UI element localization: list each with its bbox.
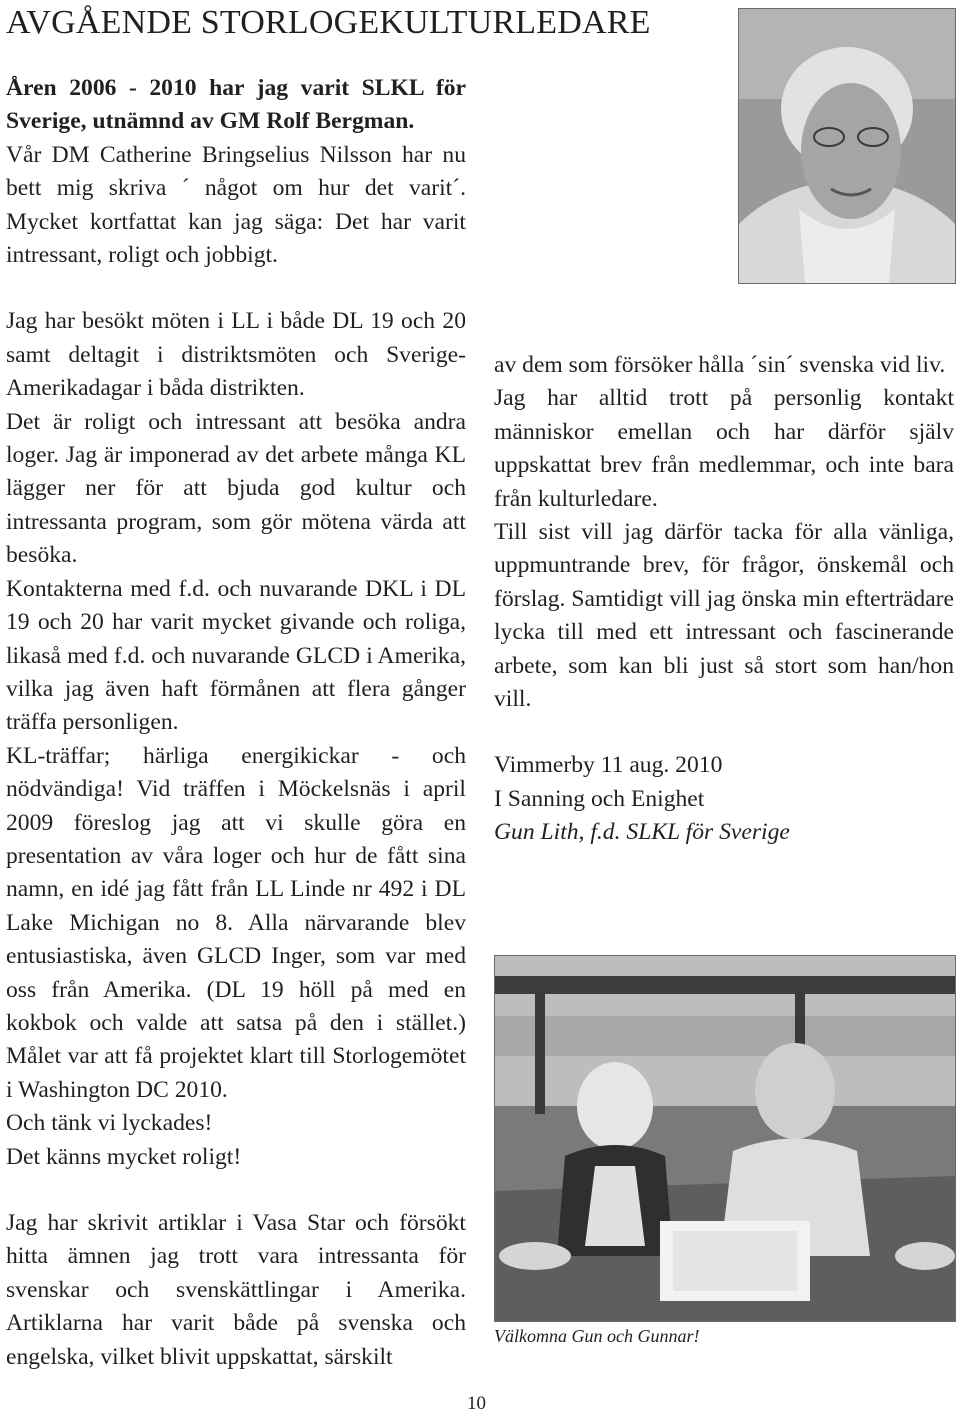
lead-paragraph: Åren 2006 - 2010 har jag varit SLKL för Sverige, utnämnd av GM Rolf Bergman. <box>6 75 466 135</box>
photo-caption: Välkomna Gun och Gunnar! <box>494 1326 700 1346</box>
paragraph-gap <box>6 272 466 305</box>
paragraph: KL-träffar; härliga energikickar - och nödvändiga! Vid träffen i Möckelsnäs i april 2009 föreslog jag att vi skulle göra en presentation av våra loger och hur de fått sina namn, en idé jag fått från LL Linde nr 492 i DL Lake Michigan no 8. Alla närvarande blev entusiastiska, även GLCD Inger, som var med oss från Amerika. (DL 19 höll på med en kokbok och valde att satsa på den i stället.) Målet var att få projektet klart till Storlogemötet i Washington DC 2010. <box>6 742 466 1103</box>
paragraph: Vår DM Catherine Bringselius Nilsson har nu bett mig skriva ´ något om hur det varit´. Mycket kortfattat kan jag säga: Det har varit intressant, roligt och jobbigt. <box>6 141 466 269</box>
paragraph: Till sist vill jag därför tacka för alla vänliga, uppmuntrande brev, för frågor, önskemål och förslag. Samtidigt vill jag önska min efterträdare lycka till med ett intressant och fascinerande arbete, som kan bli just så stort som han/hon vill. <box>494 519 954 713</box>
paragraph: Det är roligt och intressant att besöka andra loger. Jag är imponerad av det arbete många KL lägger ner för att bjuda god kultur och intressanta program, som gör mötena värda att besöka. <box>6 408 466 569</box>
article-title: AVGÅENDE STORLOGEKULTURLEDARE <box>6 4 651 41</box>
paragraph: av dem som försöker hålla ´sin´ svenska vid liv. <box>494 352 946 378</box>
paragraph-gap <box>6 1174 466 1207</box>
group-photo <box>494 955 956 1322</box>
paragraph: Jag har alltid trott på personlig kontakt människor emellan och har därför själv uppskattat brev från medlemmar, och inte bara från kulturledare. <box>494 385 954 512</box>
paragraph: Det känns mycket roligt! <box>6 1143 242 1170</box>
page-number: 10 <box>467 1393 486 1414</box>
signature-name: Gun Lith, f.d. SLKL för Sverige <box>494 819 790 846</box>
right-column <box>494 349 954 850</box>
signature-place-date: Vimmerby 11 aug. 2010 <box>494 752 723 779</box>
paragraph-gap <box>494 716 954 749</box>
paragraph: Och tänk vi lyckades! <box>6 1110 213 1137</box>
paragraph: Jag har skrivit artiklar i Vasa Star och försökt hitta ämnen jag trott vara intressanta för svenskar och svenskättlingar i Amerika. Artiklarna har varit både på svenska och engelska, vilket blivit uppskattat, särskilt <box>6 1210 466 1370</box>
paragraph: Jag har besökt möten i LL i både DL 19 och 20 samt deltagit i distriktsmöten och Sverige-Amerikadagar i båda distrikten. <box>6 308 466 402</box>
paragraph: Kontakterna med f.d. och nuvarande DKL i DL 19 och 20 har varit mycket givande och roliga, likaså med f.d. och nuvarande GLCD i Amerika, vilka jag även haft förmånen att flera gånger träffa personligen. <box>6 575 466 736</box>
signature-motto: I Sanning och Enighet <box>494 785 705 812</box>
portrait-illustration <box>739 9 955 283</box>
group-photo-illustration <box>495 956 955 1321</box>
left-column <box>6 72 466 1374</box>
portrait-photo <box>738 8 956 284</box>
